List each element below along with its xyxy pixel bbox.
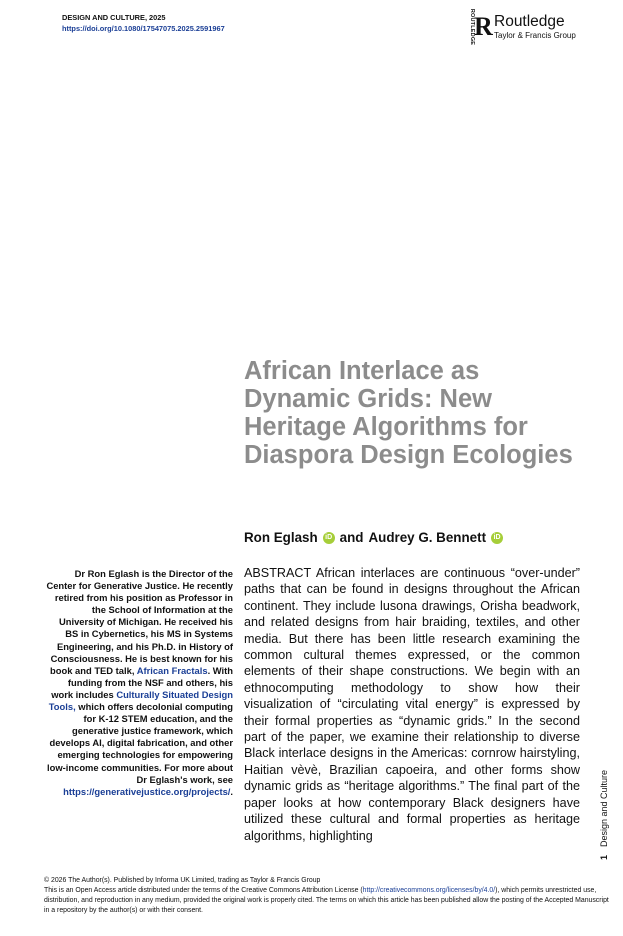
- side-running-head: [599, 770, 609, 860]
- journal-header: [62, 12, 225, 34]
- page-number: 1: [599, 854, 609, 860]
- license-text: This is an Open Access article distributed under the terms of the Creative Commons Attribution License (: [44, 887, 363, 894]
- orcid-icon[interactable]: iD: [491, 532, 503, 544]
- abstract: ABSTRACT African interlaces are continuous “over-under” paths that can be found in designs throughout the African continent. They include lusona drawings, Orisha beadwork, and related designs from hair braiding, textiles, and other media. But there has been little research examining the common cultural themes expressed, or the common elements of their shape constructions. We begin with an ethnocomputing methodology to show how their visualization of “circulating vital energy” is expressed by their formal properties as “dynamic grids.” In the second part of the paper, we examine their relationship to diverse Black interlace designs in the Americas: cornrow hairstyling, Haitian vèvè, Brazilian capoeira, and other forms show dynamic grids as “heritage algorithms.” The final part of the paper looks at how contemporary Black designers have utilized these cultural and formal properties as heritage algorithms, highlighting: [244, 566, 580, 843]
- author-conjunction: and: [339, 530, 364, 545]
- routledge-logo[interactable]: [463, 8, 603, 46]
- bio-text: .: [230, 785, 233, 797]
- logo-vertical-text: ROUTLEDGE: [469, 8, 476, 46]
- logo-brand-name: Routledge: [494, 13, 565, 30]
- bio-text: Dr Ron Eglash is the Director of the Center for Generative Justice. He recently retired from his position as Professor in the School of Information at the University of Michigan. He received his BS in Cybernetics, his MS in Systems Engineering, and his Ph.D. in History of Consciousness. He is best known for his book and TED talk,: [46, 568, 233, 676]
- orcid-icon[interactable]: iD: [323, 532, 335, 544]
- bio-link-projects[interactable]: https://generativejustice.org/projects/: [63, 785, 231, 797]
- author-bio: [44, 568, 233, 798]
- footer: [44, 876, 614, 916]
- side-journal-name: Design and Culture: [599, 769, 609, 847]
- bio-link-african-fractals[interactable]: African Fractals: [136, 664, 208, 676]
- author-1: Ron Eglash: [244, 530, 318, 545]
- license-text: ), which permits unrestricted use, distribution, and reproduction in any medium, provided the original work is properly cited. The terms on which this article has been published allow the posting of the Accepted Manuscript in a repository by the author(s) or with their consent.: [44, 887, 609, 914]
- bio-text: . With funding from the NSF and others, his work includes: [51, 664, 233, 700]
- bio-link-csdt[interactable]: Culturally Situated Design Tools,: [48, 688, 233, 713]
- license: [44, 886, 614, 916]
- bio-text: which offers decolonial computing for K-12 STEM education, and the generative justice framework, which develops AI, digital fabrication, and other emerging technologies for empowering low-income communities. For more about Dr Eglash's work, see: [47, 701, 233, 785]
- license-link[interactable]: http://creativecommons.org/licenses/by/4.0/: [362, 887, 496, 894]
- journal-name: DESIGN AND CULTURE, 2025: [62, 13, 166, 22]
- author-line: [244, 530, 503, 545]
- logo-subtitle: Taylor & Francis Group: [494, 31, 576, 40]
- author-2: Audrey G. Bennett: [368, 530, 487, 545]
- doi-link[interactable]: https://doi.org/10.1080/17547075.2025.2591967: [62, 24, 225, 33]
- logo-r-mark: R: [474, 12, 493, 41]
- copyright: © 2026 The Author(s). Published by Informa UK Limited, trading as Taylor & Francis Group: [44, 877, 321, 884]
- article-title: African Interlace as Dynamic Grids: New Heritage Algorithms for Diaspora Design Ecologies: [244, 357, 573, 469]
